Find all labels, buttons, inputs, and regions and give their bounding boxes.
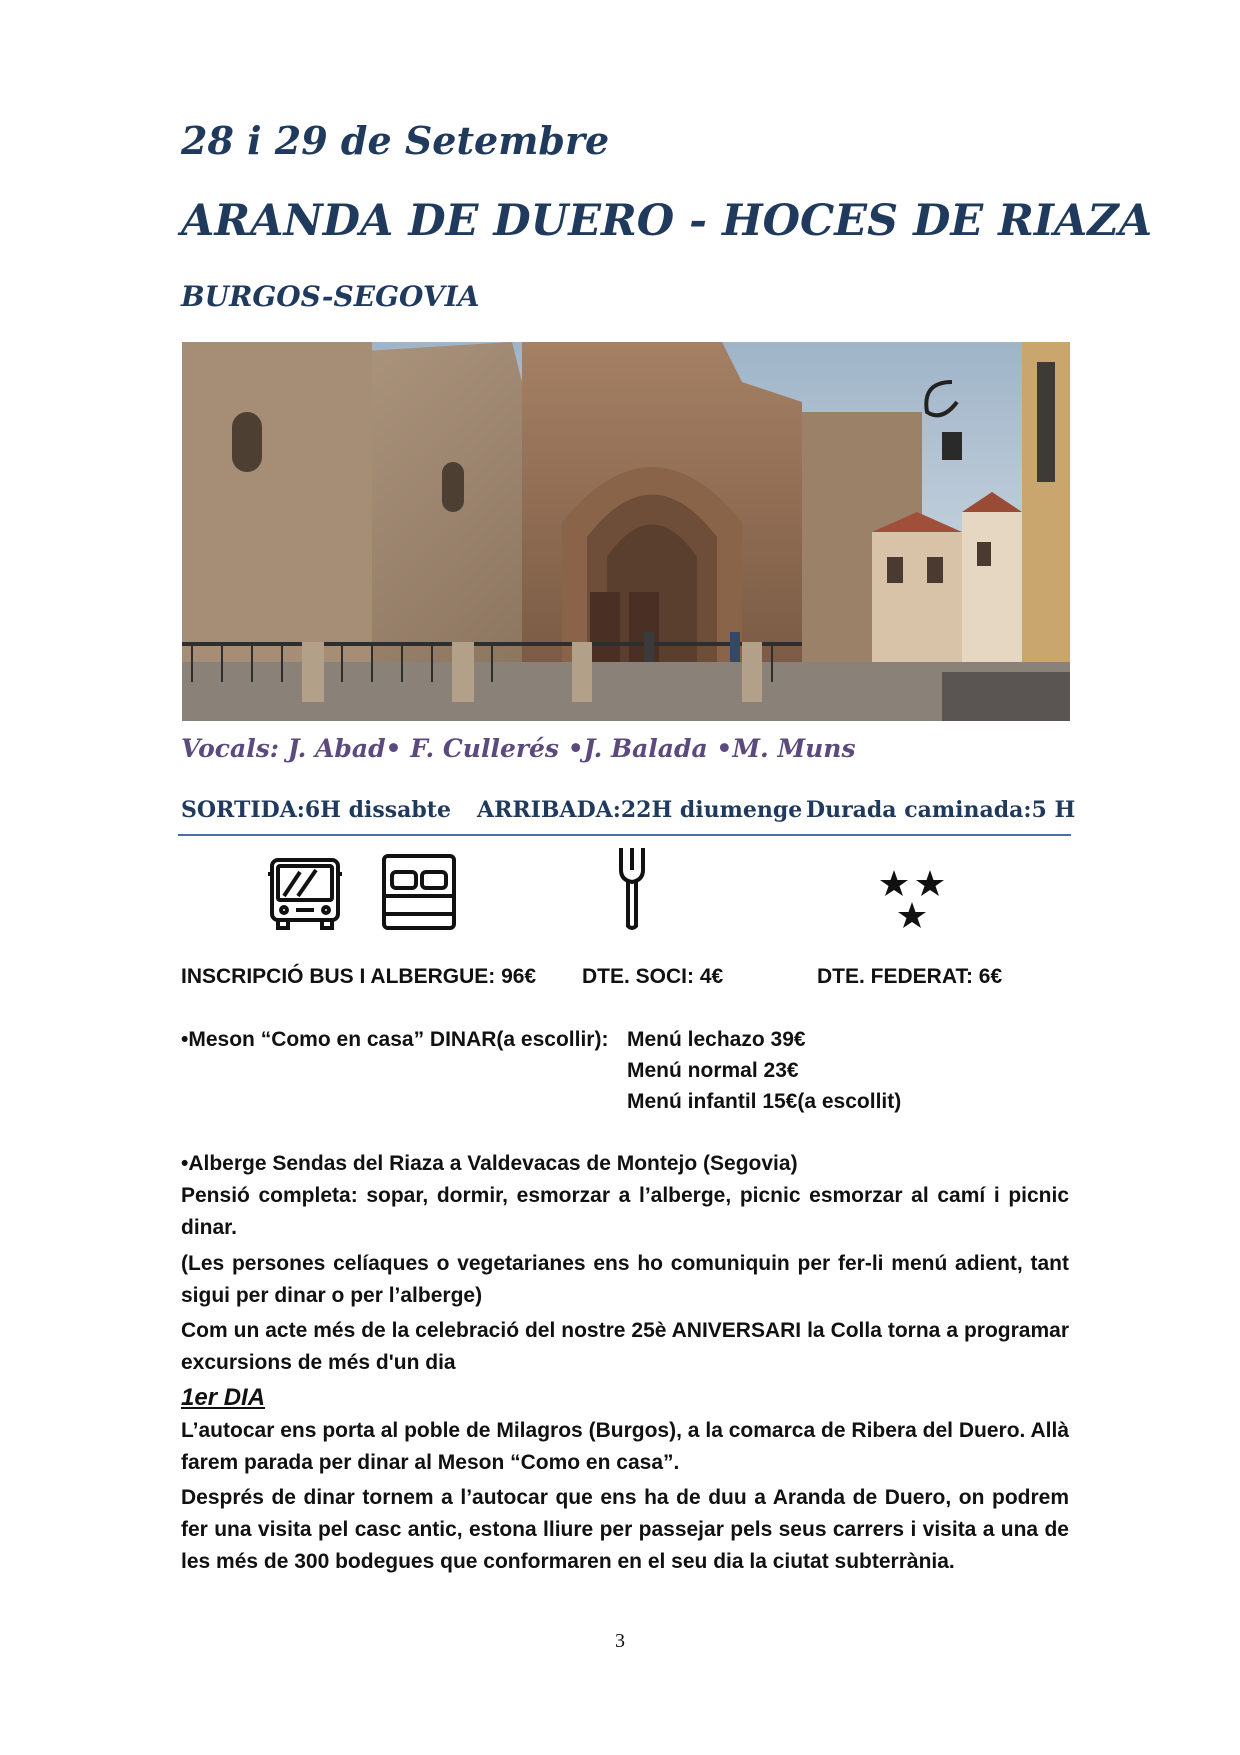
menu-item: Menú infantil 15€(a escollit) [627, 1090, 902, 1113]
vocals-line: Vocals: J. Abad• F. Cullerés •J. Balada •M. Muns [181, 734, 856, 763]
hostel-board: Pensió completa: sopar, dormir, esmorzar a l’alberge, picnic esmorzar al camí i picnic dinar. [181, 1184, 1069, 1239]
menu-item: Menú lechazo 39€ [627, 1028, 806, 1051]
departure-time: SORTIDA:6H dissabte [181, 797, 451, 823]
event-region: BURGOS-SEGOVIA [181, 280, 480, 313]
event-title: ARANDA DE DUERO - HOCES DE RIAZA [181, 196, 1153, 246]
lunch-label: •Meson “Como en casa” DINAR(a escollir): [181, 1028, 609, 1051]
day1-paragraph: Després de dinar tornem a l’autocar que ens ha de duu a Aranda de Duero, on podrem fer una visita pel casc antic, estona lliure per passejar pels seus carrers i visita a una de les més de 300 bodegues que conformaren en el seu dia la ciutat subterrània. [181, 1486, 1069, 1573]
fork-icon [617, 846, 647, 935]
walk-duration: Durada caminada:5 H [806, 797, 1076, 823]
hostel-title: •Alberge Sendas del Riaza a Valdevacas de Montejo (Segovia) [181, 1152, 798, 1175]
diet-note: (Les persones celíaques o vegetarianes ens ho comuniquin per fer-li menú adient, tant sigui per dinar o per l’alberge) [181, 1252, 1069, 1307]
schedule-row [181, 797, 1076, 829]
day1-title: 1er DIA [181, 1384, 266, 1411]
federated-discount: DTE. FEDERAT: 6€ [817, 965, 1003, 988]
arrival-time: ARRIBADA:22H diumenge [477, 797, 803, 823]
page-number: 3 [615, 1630, 625, 1652]
difficulty-stars-icon [880, 868, 946, 937]
bed-icon [378, 852, 460, 937]
registration-price: INSCRIPCIÓ BUS I ALBERGUE: 96€ [181, 965, 537, 988]
church-photo [182, 342, 1070, 721]
member-discount: DTE. SOCI: 4€ [582, 965, 724, 988]
bus-icon [264, 850, 346, 937]
event-date: 28 i 29 de Setembre [181, 118, 610, 163]
menu-item: Menú normal 23€ [627, 1059, 799, 1082]
schedule-divider [178, 834, 1071, 836]
anniversary-note: Com un acte més de la celebració del nostre 25è ANIVERSARI la Colla torna a programar excursions de més d'un dia [181, 1319, 1069, 1374]
day1-paragraph: L’autocar ens porta al poble de Milagros (Burgos), a la comarca de Ribera del Duero. Allà farem parada per dinar al Meson “Como en casa”. [181, 1419, 1069, 1474]
